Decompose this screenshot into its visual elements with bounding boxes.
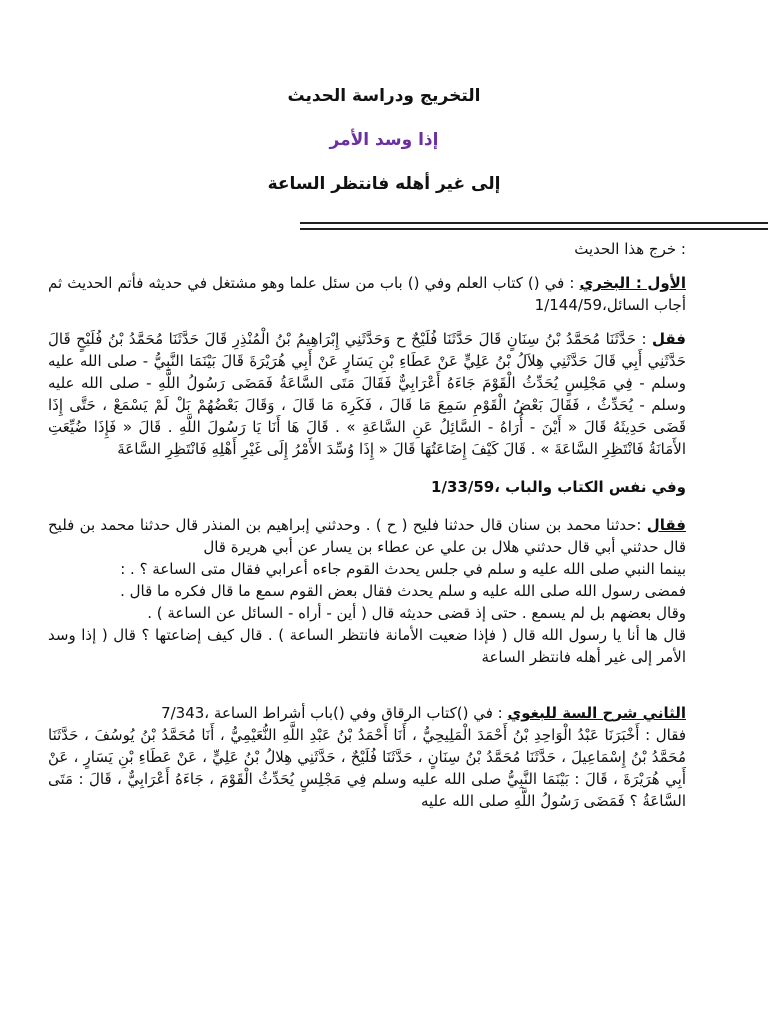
hadith-second-line: قال ها أنا يا رسول الله قال ( فإذا ضعيت الأمانة فانتظر الساعة ) . قال كيف إضاعتها ؟ قال ( إذا وسد الأمر إلى غير أهله فانتظر الساعة bbox=[48, 626, 686, 666]
hadith-second bbox=[48, 514, 686, 668]
hadith-second-line: بينما النبي صلى الله عليه و سلم في جلس يحدث القوم جاءه أعرابي فقال متى الساعة ؟ . : bbox=[120, 560, 686, 578]
third-source-label: الثاني شرح السة للبغوي bbox=[507, 704, 686, 722]
main-title: التخريج ودراسة الحديث bbox=[287, 86, 481, 106]
hadith-second-line: وقال بعضهم بل لم يسمع . حتى إذ قضى حديثه قال ( أين - أراه - السائل عن الساعة ) . bbox=[147, 604, 686, 622]
third-source bbox=[48, 702, 686, 724]
subtitle: إلى غير أهله فانتظر الساعة bbox=[267, 174, 501, 194]
hadith-baghawi: فقال : أَخْبَرَنَا عَبْدُ الْوَاحِدِ بْنُ أَحْمَدَ الْمَلِيحِيُّ ، أَنَا أَحْمَدُ بْنُ عَبْدِ اللَّهِ النُّعَيْمِيُّ ، أَنَا مُحَمَّدُ بْنُ يُوسُفَ ، حَدَّثَنَا مُحَمَّدُ بْنُ إِسْمَاعِيلَ ، حَدَّثَنَا مُحَمَّدُ بْنُ سِنَانٍ ، حَدَّثَنَا فُلَيْحٌ ، حَدَّثَنِي هِلالُ بْنُ عَلِيٍّ ، عَنْ عَطَاءِ بْنِ يَسَارٍ ، عَنْ أَبِي هُرَيْرَةَ ، قَالَ : بَيْنَمَا النَّبِيُّ صلى الله عليه وسلم فِي مَجْلِسٍ يُحَدِّثُ الْقَوْمَ ، جَاءَهُ أَعْرَابِيٌّ ، قَالَ : مَتَى السَّاعَةُ ؟ فَمَضَى رَسُولُ اللَّهِ صلى الله عليه bbox=[48, 726, 686, 810]
double-rule-divider bbox=[300, 222, 768, 232]
intro-line: : خرج هذا الحديث bbox=[574, 240, 686, 258]
hadith-bukhari-text: : حَدَّثَنَا مُحَمَّدُ بْنُ سِنَانٍ قَالَ حَدَّثَنَا فُلَيْحٌ ح وَحَدَّثَنِي إِبْرَاهِيمُ بْنُ الْمُنْذِرِ قَالَ حَدَّثَنَا مُحَمَّدُ بْنُ فُلَيْحٍ قَالَ حَدَّثَنِي أَبِي قَالَ حَدَّثَنِي هِلاَلُ بْنُ عَلِيٍّ عَنْ عَطَاءِ بْنِ يَسَارٍ عَنْ أَبِي هُرَيْرَةَ قَالَ بَيْنَمَا النَّبِيُّ - صلى الله عليه وسلم - فِي مَجْلِسٍ يُحَدِّثُ الْقَوْمَ جَاءَهُ أَعْرَابِيٌّ فَقَالَ مَتَى السَّاعَةُ فَمَضَى رَسُولُ اللَّهِ - صلى الله عليه وسلم - يُحَدِّثُ ، فَقَالَ بَعْضُ الْقَوْمِ سَمِعَ مَا قَالَ ، فَكَرِهَ مَا قَالَ ، وَقَالَ بَعْضُهُمْ بَلْ لَمْ يَسْمَعْ ، حَتَّى إِذَا قَضَى حَدِيثَهُ قَالَ « أَيْنَ - أُرَاهُ - السَّائِلُ عَنِ السَّاعَةِ » . قَالَ هَا أَنَا يَا رَسُولَ اللَّهِ . قَالَ « فَإِذَا ضُيِّعَتِ الأَمَانَةُ فَانْتَظِرِ السَّاعَةَ » . قَالَ كَيْفَ إِضَاعَتُهَا قَالَ « إِذَا وُسِّدَ الأَمْرُ إِلَى غَيْرِ أَهْلِهِ فَانْتَظِرِ السَّاعَةَ bbox=[48, 330, 686, 458]
title-block bbox=[0, 84, 768, 216]
rule-top bbox=[300, 222, 768, 224]
rule-bottom bbox=[300, 228, 768, 230]
subtitle-highlight: إذا وسد الأمر bbox=[329, 130, 439, 150]
first-source-label: الأول : البخري bbox=[579, 274, 686, 292]
first-source bbox=[48, 272, 686, 316]
second-reference: وفي نفس الكتاب والباب ،1/33/59 bbox=[431, 478, 686, 496]
hadith-bukhari bbox=[48, 328, 686, 460]
hadith-second-line: فمضى رسول الله صلى الله عليه و سلم يحدث فقال بعض القوم سمع ما قال فكره ما قال . bbox=[120, 582, 686, 600]
hadith-second-line: :حدثنا محمد بن سنان قال حدثنا فليح ( ح ) . وحدثني إبراهيم بن المنذر قال حدثنا محمد بن فليح قال حدثني أبي قال حدثني هلال بن علي عن عطاء بن يسار عن أبي هريرة قال bbox=[48, 516, 686, 556]
document-body bbox=[48, 238, 686, 812]
third-source-text: : في ()كتاب الرقاق وفي ()باب أشراط الساعة ،7/343 bbox=[161, 704, 503, 722]
hadith-second-label: فقال bbox=[646, 516, 686, 534]
first-source-text: : في () كتاب العلم وفي () باب من سئل علما وهو مشتغل في حديثه فأتم الحديث ثم أجاب السائل،1/144/59 bbox=[48, 274, 686, 314]
hadith-bukhari-label: فقل bbox=[651, 330, 686, 348]
